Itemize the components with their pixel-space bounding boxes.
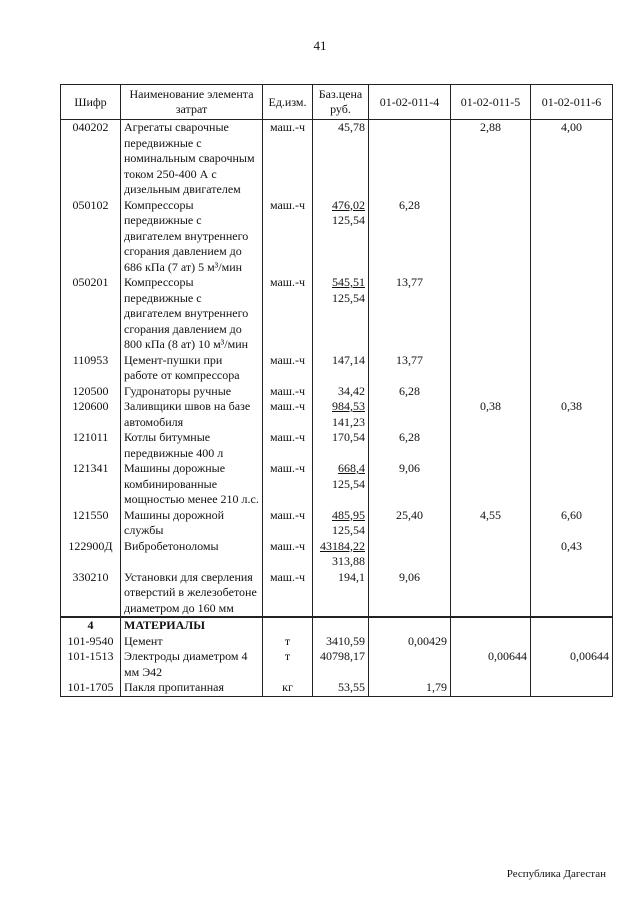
cell-price: 40798,17 xyxy=(313,649,369,680)
cell-code: 330210 xyxy=(61,570,121,618)
cell-col3 xyxy=(531,430,613,461)
cell-unit: маш.-ч xyxy=(263,539,313,570)
labor-price: 125,54 xyxy=(332,290,365,305)
base-price: 43184,22 xyxy=(320,538,365,553)
cell-col2 xyxy=(451,539,531,570)
cell-price xyxy=(313,384,369,400)
cell-name: Агрегаты сварочные передвижные с номинальным сварочным током 250-400 А с дизельным двигателем xyxy=(121,120,263,198)
cell-col2 xyxy=(451,634,531,650)
cell-name: Заливщики швов на базе автомобиля xyxy=(121,399,263,430)
base-price: 668,4 xyxy=(338,461,365,475)
cell-col2: 2,88 xyxy=(451,120,531,198)
cell-col3: 0,00644 xyxy=(531,649,613,680)
cell-unit: маш.-ч xyxy=(263,120,313,198)
cell-unit: маш.-ч xyxy=(263,461,313,508)
cell-name: Установки для сверления отверстий в железобетоне диаметром до 160 мм xyxy=(121,570,263,618)
cell-col2 xyxy=(451,461,531,508)
cell-col2: 0,38 xyxy=(451,399,531,430)
table-row xyxy=(61,680,613,696)
table-row xyxy=(61,353,613,384)
cell-col1 xyxy=(369,399,451,430)
table-row xyxy=(61,399,613,430)
header-col3: 01-02-011-6 xyxy=(531,85,613,120)
cell-name: Котлы битумные передвижные 400 л xyxy=(121,430,263,461)
table-header-row xyxy=(61,85,613,120)
cell-col1: 13,77 xyxy=(369,275,451,353)
cell-code: 040202 xyxy=(61,120,121,198)
cell-price xyxy=(313,570,369,618)
header-price: Баз.цена руб. xyxy=(313,85,369,120)
cell-unit: т xyxy=(263,634,313,650)
cell-code: 120600 xyxy=(61,399,121,430)
cell-code: 101-1705 xyxy=(61,680,121,696)
labor-price: 125,54 xyxy=(332,523,365,537)
cell-code: 121550 xyxy=(61,508,121,539)
cell-col2: 4,55 xyxy=(451,508,531,539)
cell-col3 xyxy=(531,353,613,384)
cell-col3: 0,43 xyxy=(531,539,613,570)
header-name: Наименование элемента затрат xyxy=(121,85,263,120)
cell-unit: т xyxy=(263,649,313,680)
cell-col1 xyxy=(369,539,451,570)
base-price: 485,95 xyxy=(332,507,365,522)
table-row xyxy=(61,570,613,618)
cell-col2 xyxy=(451,384,531,400)
section-row xyxy=(61,617,613,634)
cell-price xyxy=(313,120,369,198)
cell-unit: маш.-ч xyxy=(263,399,313,430)
cell-price: 53,55 xyxy=(313,680,369,696)
cell-col2 xyxy=(451,680,531,696)
cell-unit: маш.-ч xyxy=(263,570,313,618)
cell-code: 121011 xyxy=(61,430,121,461)
cell-col1: 9,06 xyxy=(369,461,451,508)
header-col2: 01-02-011-5 xyxy=(451,85,531,120)
cell-price xyxy=(313,353,369,384)
cell-name: Машины дорожной службы xyxy=(121,508,263,539)
table-row xyxy=(61,384,613,400)
table-row xyxy=(61,634,613,650)
cell-col3 xyxy=(531,461,613,508)
cell-col3: 6,60 xyxy=(531,508,613,539)
cell-name: Электроды диаметром 4 мм Э42 xyxy=(121,649,263,680)
cell-col2 xyxy=(451,275,531,353)
header-code: Шифр xyxy=(61,85,121,120)
cell-name: Вибробетоноломы xyxy=(121,539,263,570)
cell-name: Гудронаторы ручные xyxy=(121,384,263,400)
cell-price xyxy=(313,275,369,353)
cell-col1 xyxy=(369,649,451,680)
cell-col1: 1,79 xyxy=(369,680,451,696)
cell-name: Компрессоры передвижные с двигателем внутреннего сгорания давлением до 686 кПа (7 ат) 5 м³/мин xyxy=(121,198,263,276)
cell-unit: маш.-ч xyxy=(263,508,313,539)
footer-region: Республика Дагестан xyxy=(506,868,606,880)
cell-code: 101-1513 xyxy=(61,649,121,680)
cell-name: Пакля пропитанная xyxy=(121,680,263,696)
cell-code: 120500 xyxy=(61,384,121,400)
base-price: 194,1 xyxy=(338,569,365,584)
section-code: 4 xyxy=(61,617,121,634)
cell-col3 xyxy=(531,634,613,650)
header-unit: Ед.изм. xyxy=(263,85,313,120)
labor-price: 141,23 xyxy=(332,414,365,429)
cell-code: 101-9540 xyxy=(61,634,121,650)
cell-col1: 6,28 xyxy=(369,198,451,276)
cell-col3: 4,00 xyxy=(531,120,613,198)
cell-col3 xyxy=(531,680,613,696)
cell-col3 xyxy=(531,570,613,618)
table-row xyxy=(61,275,613,353)
cell-code: 050102 xyxy=(61,198,121,276)
cell-unit: маш.-ч xyxy=(263,384,313,400)
base-price: 476,02 xyxy=(332,197,365,212)
base-price: 45,78 xyxy=(338,120,365,134)
cell-price: 3410,59 xyxy=(313,634,369,650)
base-price: 170,54 xyxy=(332,430,365,444)
cell-col2: 0,00644 xyxy=(451,649,531,680)
cell-unit: маш.-ч xyxy=(263,198,313,276)
resource-rates-table xyxy=(60,84,613,697)
cell-code: 121341 xyxy=(61,461,121,508)
cell-col1: 25,40 xyxy=(369,508,451,539)
cell-name: Машины дорожные комбинированные мощностью менее 210 л.с. xyxy=(121,461,263,508)
cell-col2 xyxy=(451,430,531,461)
cell-col1: 6,28 xyxy=(369,384,451,400)
table-row xyxy=(61,649,613,680)
section-title: МАТЕРИАЛЫ xyxy=(121,617,263,634)
cell-col1: 0,00429 xyxy=(369,634,451,650)
table-row xyxy=(61,120,613,198)
cell-price xyxy=(313,508,369,539)
cell-name: Компрессоры передвижные с двигателем внутреннего сгорания давлением до 800 кПа (8 ат) 10 м³/мин xyxy=(121,275,263,353)
cell-unit: кг xyxy=(263,680,313,696)
cell-col3 xyxy=(531,384,613,400)
cell-price xyxy=(313,430,369,461)
cell-col1: 6,28 xyxy=(369,430,451,461)
table-row xyxy=(61,539,613,570)
cell-col3: 0,38 xyxy=(531,399,613,430)
base-price: 147,14 xyxy=(332,352,365,367)
cell-name: Цемент-пушки при работе от компрессора xyxy=(121,353,263,384)
cell-col1: 9,06 xyxy=(369,570,451,618)
cell-price xyxy=(313,399,369,430)
cell-code: 050201 xyxy=(61,275,121,353)
cell-price xyxy=(313,198,369,276)
table-row xyxy=(61,508,613,539)
cell-unit: маш.-ч xyxy=(263,430,313,461)
labor-price: 125,54 xyxy=(332,476,365,491)
cell-col2 xyxy=(451,198,531,276)
labor-price: 125,54 xyxy=(332,213,365,227)
cell-name: Цемент xyxy=(121,634,263,650)
labor-price: 313,88 xyxy=(332,554,365,568)
cell-unit: маш.-ч xyxy=(263,353,313,384)
cell-unit: маш.-ч xyxy=(263,275,313,353)
cell-code: 110953 xyxy=(61,353,121,384)
header-col1: 01-02-011-4 xyxy=(369,85,451,120)
table-row xyxy=(61,430,613,461)
table-row xyxy=(61,461,613,508)
cell-col3 xyxy=(531,275,613,353)
cell-code: 122900Д xyxy=(61,539,121,570)
table-row xyxy=(61,198,613,276)
cell-col2 xyxy=(451,570,531,618)
cell-price xyxy=(313,539,369,570)
cell-col1: 13,77 xyxy=(369,353,451,384)
page-number: 41 xyxy=(313,38,327,53)
base-price: 545,51 xyxy=(332,275,365,289)
base-price: 984,53 xyxy=(332,399,365,413)
cell-col2 xyxy=(451,353,531,384)
cell-col3 xyxy=(531,198,613,276)
base-price: 34,42 xyxy=(338,383,365,398)
cell-price xyxy=(313,461,369,508)
cell-col1 xyxy=(369,120,451,198)
